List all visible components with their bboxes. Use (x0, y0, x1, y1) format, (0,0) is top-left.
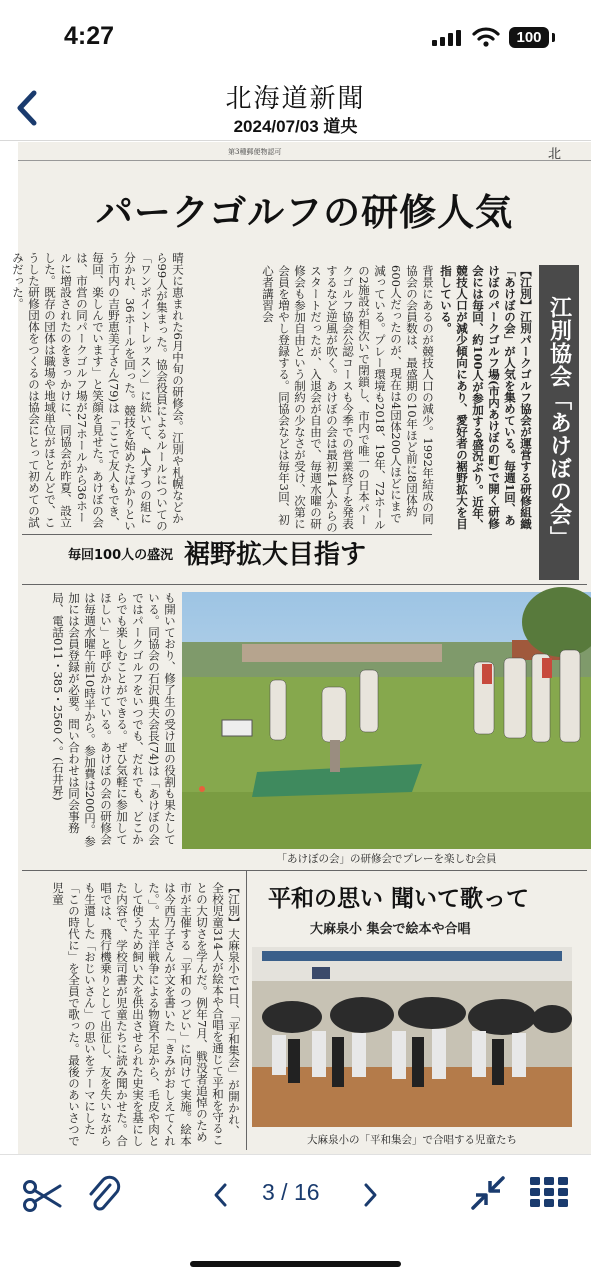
subhead-large: 裾野拡大目指す (184, 540, 367, 570)
park-golf-photo (182, 592, 591, 849)
photo-caption: 「あけぼの会」の研修会でプレーを楽しむ会員 (276, 853, 497, 865)
clock: 4:27 (64, 22, 115, 50)
signal-icon (432, 30, 464, 46)
body-column-c: も開いており、修了生の受け皿の役割も果たしている。同協会の石沢典夫会長(74)は「あけぼの会ではパークゴルフをいつでも、だれでも、どこからでも楽しむことができる。ぜひ気軽に参加してほしい」と呼びかけている。あけぼの会の研修会は毎週水曜午前10時半から。参加費は200円。参加には会員登録が必要。問い合わせは同会事務局、電話011・385・2560へ。(石井昇) (51, 592, 177, 848)
battery-tip (552, 33, 555, 42)
newspaper-page[interactable] (11, 142, 591, 1154)
peace-article-body: 【江別】大麻泉小で1日、「平和集会」が開かれ、全校児童314人が絵本や合唱を通じて平和を守ることの大切さを学んだ。例年7月、戦没者追悼のため市が主催する「平和のつどい」に向けて実施。絵本は今西乃子さんが文を書いた「きみがおしえてくれた。」。太平洋戦争による物資不足から、毛皮や肉として使うため飼い犬を供出させられた史実を基にした内容で、学校司書が児童たちに読み聞かせた。合唱では、飛行機乗りとして出征し、友を失いながらも生還した「おじいさん」の思いをテーマにした「この時代に」を全員で歌った。最後のあいさつで児童 (51, 882, 241, 1147)
page-header-rule (18, 142, 591, 161)
postal-permit-text: 第3種郵便物認可 (228, 148, 282, 156)
rule-over-photo (22, 584, 587, 585)
rule-vertical (246, 870, 247, 1150)
battery-icon: 100 (509, 27, 549, 48)
group-badge: 江別協会「あけぼの会」 (539, 265, 579, 580)
wifi-icon (472, 27, 500, 47)
article-headline: パークゴルフの研修人気 (95, 191, 514, 234)
next-page-icon[interactable] (361, 1182, 379, 1208)
edition-date: 2024/07/03 道央 (233, 117, 358, 136)
prev-page-icon[interactable] (212, 1182, 230, 1208)
body-column-b: 晴天に恵まれた6月中旬の研修会。江別や札幌などから99人が集まった。協会役員によるルールについての「ワンポイントレッスン」に続いて、4人ずつの組に分かれ、36ホールを回った。競技を始めたばかりという市内の吉野恵美子さん(79)は「ここで友人もでき、毎回、楽しんでいます」と笑顔を見せた。あけぼの会は、市営の同パークゴルフ場が27ホールから36ホールに増設されたのをきっかけに、同協会が昨夏、設立した。既存の団体は職場や地域単位がほとんどで、こうした研修団体をつくるのは協会にとって初めての試みだった。 (11, 252, 185, 532)
page-indicator: 3 / 16 (262, 1179, 320, 1205)
shrink-icon[interactable] (470, 1175, 506, 1211)
school-assembly-photo (252, 947, 572, 1127)
peace-article-headline: 平和の思い 聞いて歌って (268, 886, 530, 912)
peace-article-subhead: 大麻泉小 集会で絵本や合唱 (310, 922, 471, 937)
subhead-small: 毎回100人の盛況 (68, 548, 174, 563)
scissors-icon[interactable] (22, 1179, 62, 1213)
corner-mark: 北 (548, 147, 562, 162)
viewer-header (0, 78, 591, 141)
body-column-a: 背景にあるのが競技人口の減少。1992年結成の同協会の会員数は、最盛期の10年ほど前に8団体約600人だったのが、現在は4団体200人ほどにまで減っている。プレー環境も2018、19年、72ホールの2施設が相次いで閉鎖し、市内で唯一の日本パークゴルフ協会公認コースも今季での営業終了を発表するなど逆風が吹く。あけぼの会は最初14人からのスタートだったが、入退会が自由で、毎週水曜の研修会も参加自由という制約の少なさが受け、次第に会員を増やし登録する。同協会などは毎年3回、初心者講習会 (261, 265, 435, 533)
home-indicator[interactable] (190, 1261, 401, 1267)
status-bar (0, 0, 591, 78)
lead-paragraph: 【江別】江別パークゴルフ協会が運営する研修組織「あけぼの会」が人気を集めている。毎週1回、あけぼのパークゴルフ場(市内あけぼの町)で開く研修会には毎回、約100人が参加する盛況ぶり。近年、競技人口が減少傾向にあり、愛好者の裾野拡大を目指している。 (439, 265, 533, 531)
rule-lower (22, 870, 587, 871)
publication-title: 北海道新聞 (225, 84, 366, 114)
paperclip-icon[interactable] (86, 1175, 120, 1215)
assembly-photo-caption: 大麻泉小の「平和集会」で合唱する児童たち (307, 1134, 517, 1146)
grid-icon[interactable] (530, 1177, 568, 1207)
